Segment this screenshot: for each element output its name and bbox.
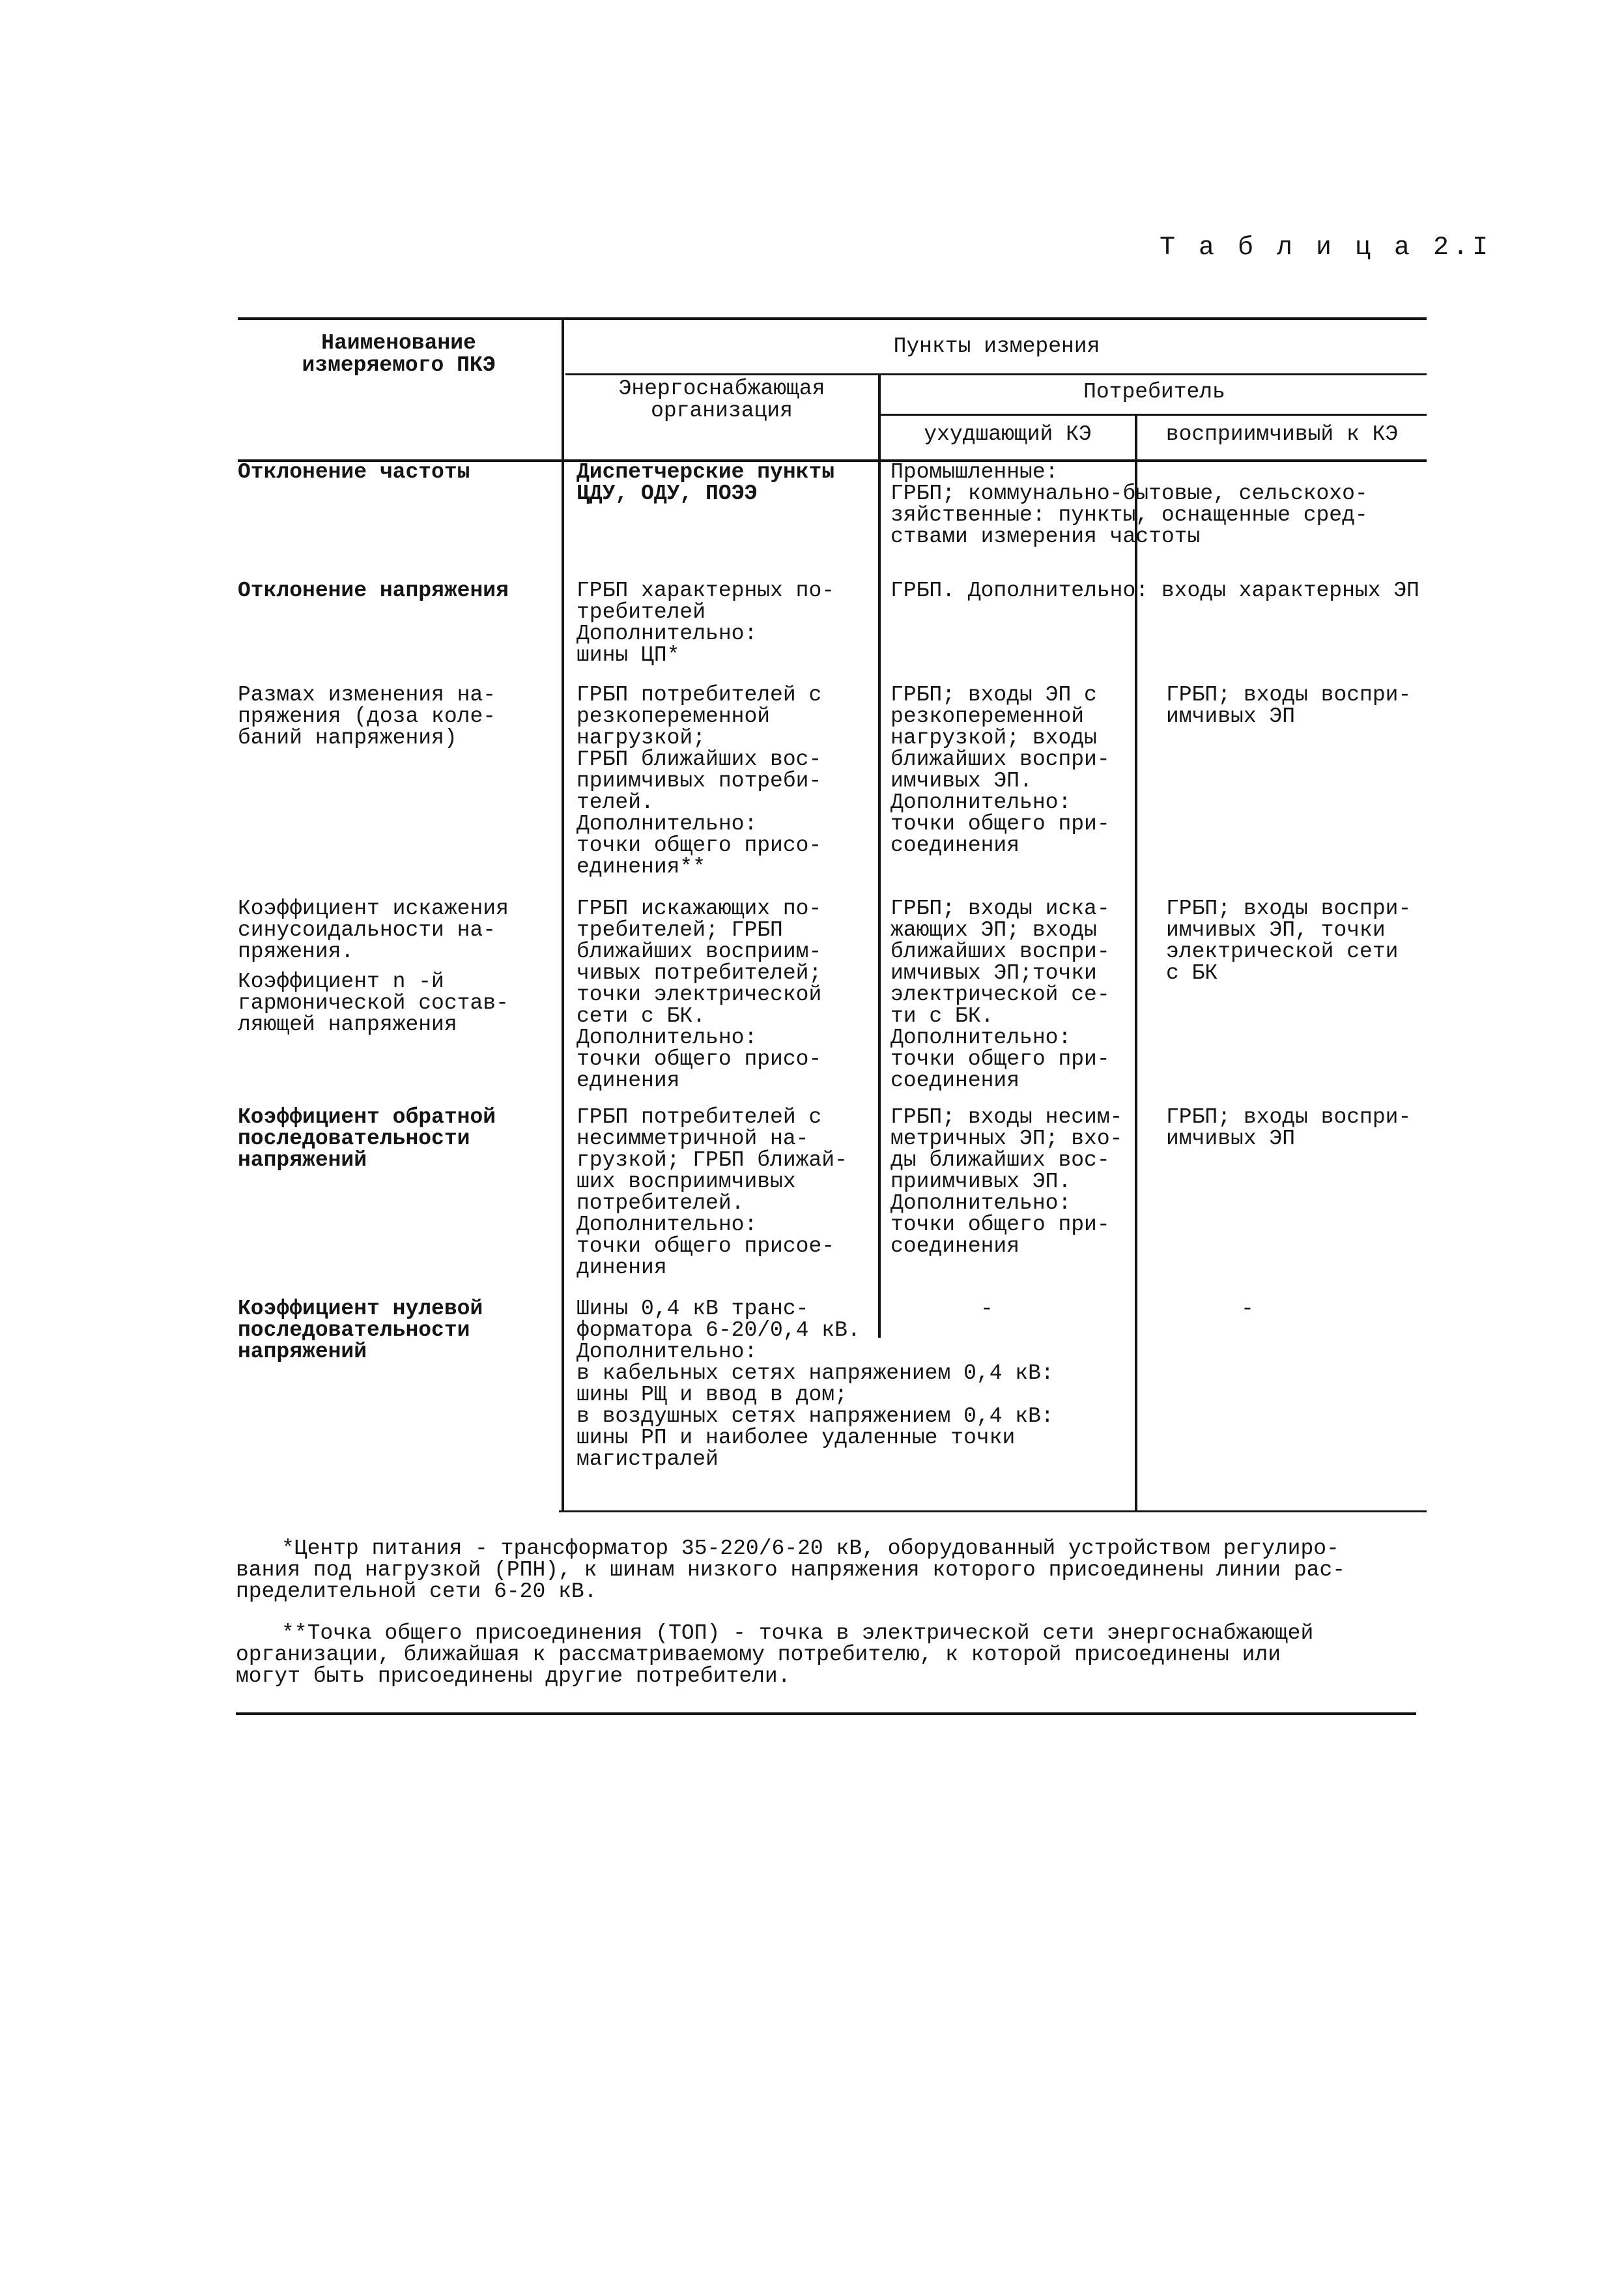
footnote-1: *Центр питания - трансформатор 35-220/6-20 кВ, оборудованный устройством регулиро- вания под нагрузкой (РПН), к шинам низкого напряжения которого присоединены линии рас- пределительной сети 6-20 кВ. — [236, 1536, 1346, 1604]
footnote-bottom-rule — [236, 1712, 1416, 1715]
row2-name: Отклонение напряжения — [238, 579, 509, 603]
row2-consumer: ГРБП. Дополнительно: входы характерных ЭП — [890, 579, 1419, 603]
row5-supplier: ГРБП потребителей с несимметричной на- грузкой; ГРБП ближай- ших восприимчивых потребителей. Дополнительно: точки общего присое- динения — [577, 1105, 848, 1280]
table-bottom-rule — [559, 1510, 1427, 1512]
header-rule-points — [565, 373, 1427, 375]
column-divider-supplier — [878, 373, 881, 1338]
header-worsening: ухудшающий КЭ — [924, 422, 1092, 446]
header-sensitive: восприимчивый к КЭ — [1165, 422, 1399, 446]
footnote-2: **Точка общего присоединения (ТОП) - точка в электрической сети энергоснабжающей организации, ближайшая к рассматриваемому потребителю, к которой присоединены или могут быть присоединены другие потребители. — [236, 1621, 1314, 1688]
table-top-rule — [238, 317, 1427, 320]
row1-name: Отклонение частоты — [238, 460, 470, 484]
row4-name: Коэффициент искажения синусоидальности на- пряжения. — [238, 897, 509, 964]
header-rule-consumer — [881, 414, 1427, 416]
header-consumer: Потребитель — [1083, 380, 1225, 404]
row5-name: Коэффициент обратной последовательности напряжений — [238, 1105, 496, 1172]
row1-supplier: Диспетчерские пункты ЦДУ, ОДУ, ПОЭЭ — [577, 460, 835, 506]
row6-supplier-extra: Дополнительно: в кабельных сетях напряжением 0,4 кВ: шины РЩ и ввод в дом; в воздушных сетях напряжением 0,4 кВ: шины РП и наиболее удаленные точки магистралей — [577, 1340, 1054, 1471]
row4-sensitive: ГРБП; входы воспри- имчивых ЭП, точки электрической сети с БК — [1166, 897, 1412, 985]
row5-worsening: ГРБП; входы несим- метричных ЭП; вхо- ды ближайших вос- приимчивых ЭП. Дополнительно: точки общего при- соединения — [890, 1105, 1123, 1258]
row3-supplier: ГРБП потребителей с резкопеременной нагрузкой; ГРБП ближайших вос- приимчивых потреби- телей. Дополнительно: точки общего присо- единения** — [577, 683, 822, 879]
header-supplier: Энергоснабжающая организация — [618, 377, 825, 423]
row1-consumer: Промышленные: ГРБП; коммунально-бытовые, сельскохо- зяйственные: пункты, оснащенные сред- ствами измерения частоты — [890, 460, 1368, 549]
row6-supplier: Шины 0,4 кВ транс- форматора 6-20/0,4 кВ. — [577, 1297, 861, 1342]
row2-supplier: ГРБП характерных по- требителей Дополнительно: шины ЦП* — [577, 579, 835, 667]
table-caption: Т а б л и ц а 2.I — [1160, 233, 1492, 263]
column-divider-name — [562, 317, 564, 1512]
row4-name-harmonic: Коэффициент n -й гармонической состав- ляющей напряжения — [238, 970, 509, 1037]
row6-sensitive: - — [1241, 1297, 1254, 1321]
row6-name: Коэффициент нулевой последовательности напряжений — [238, 1297, 483, 1364]
row6-worsening: - — [980, 1297, 993, 1321]
row3-sensitive: ГРБП; входы воспри- имчивых ЭП — [1166, 683, 1412, 728]
header-name: Наименование измеряемого ПКЭ — [302, 331, 496, 377]
row3-worsening: ГРБП; входы ЭП с резкопеременной нагрузкой; входы ближайших воспри- имчивых ЭП. Дополнительно: точки общего при- соединения — [890, 683, 1110, 857]
row3-name: Размах изменения на- пряжения (доза коле- баний напряжения) — [238, 683, 496, 750]
header-points: Пункты измерения — [893, 334, 1100, 358]
row4-worsening: ГРБП; входы иска- жающих ЭП; входы ближайших воспри- имчивых ЭП;точки электрической се- ти с БК. Дополнительно: точки общего при- соединения — [890, 897, 1110, 1093]
row5-sensitive: ГРБП; входы воспри- имчивых ЭП — [1166, 1105, 1412, 1151]
row4-supplier: ГРБП искажающих по- требителей; ГРБП ближайших восприим- чивых потребителей; точки электрической сети с БК. Дополнительно: точки общего присо- единения — [577, 897, 822, 1093]
